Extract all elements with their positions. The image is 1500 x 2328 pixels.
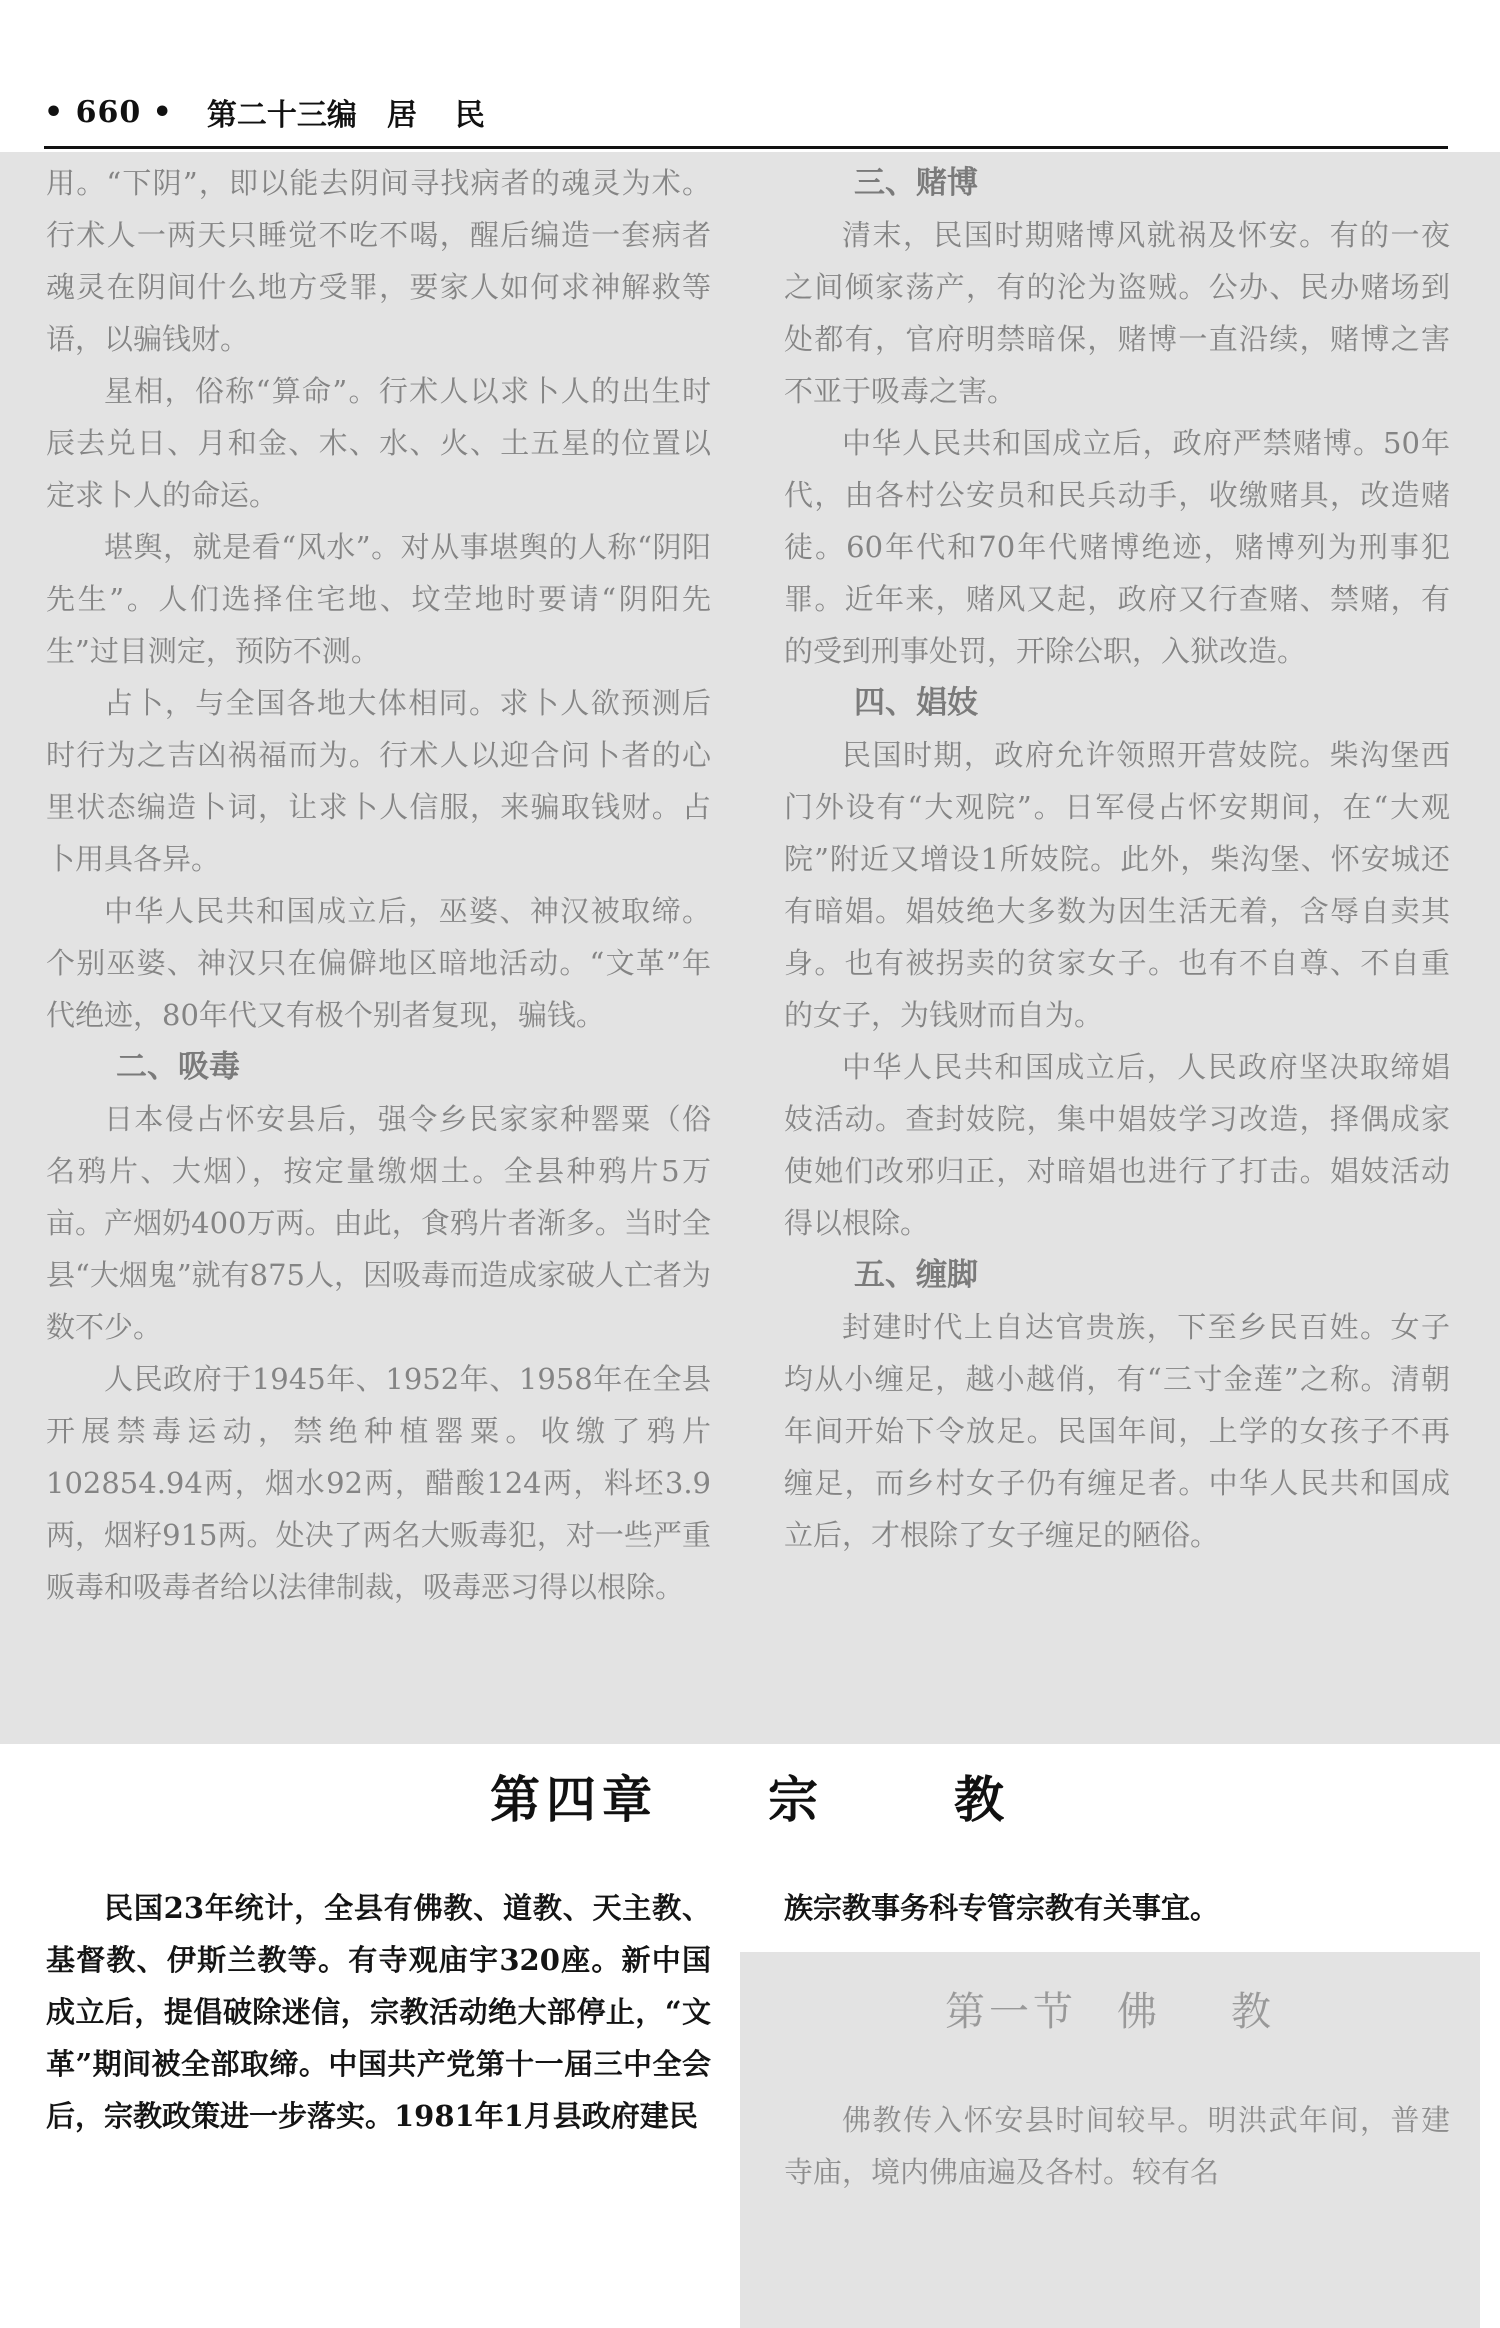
section-body xyxy=(784,2094,1450,2198)
section-paragraph: 佛教传入怀安县时间较早。明洪武年间，普建寺庙，境内佛庙遍及各村。较有名 xyxy=(784,2103,1450,2189)
paragraph: 星相，俗称“算命”。行术人以求卜人的出生时辰去兑日、月和金、木、水、火、土五星的位置以定求卜人的命运。 xyxy=(46,374,711,512)
volume-label: 第二十三编 xyxy=(206,98,357,133)
right-column xyxy=(784,157,1450,1561)
section-heading: 三、赌博 xyxy=(854,165,978,201)
section-number: 第一节 xyxy=(945,1989,1077,2035)
section-heading: 四、娼妓 xyxy=(854,685,978,721)
paragraph: 占卜，与全国各地大体相同。求卜人欲预测后时行为之吉凶祸福而为。行术人以迎合问卜者的心里状态编造卜词，让求卜人信服，来骗取钱财。占卜用具各异。 xyxy=(46,686,711,876)
volume-title-1: 居 xyxy=(386,98,417,133)
section-title xyxy=(740,1980,1480,2037)
chapter-title xyxy=(0,1760,1500,1832)
paragraph: 民国时期，政府允许领照开营妓院。柴沟堡西门外设有“大观院”。日军侵占怀安期间，在“大观院”附近又增设1所妓院。此外，柴沟堡、怀安城还有暗娼。娼妓绝大多数为因生活无着，含辱自卖其身。也有被拐卖的贫家女子。也有不自尊、不自重的女子，为钱财而自为。 xyxy=(784,738,1450,1032)
chapter-intro-left xyxy=(46,1882,711,2142)
paragraph: 日本侵占怀安县后，强令乡民家家种罂粟（俗名鸦片、大烟），按定量缴烟土。全县种鸦片5万亩。产烟奶400万两。由此，食鸦片者渐多。当时全县“大烟鬼”就有875人，因吸毒而造成家破人亡者为数不少。 xyxy=(46,1102,712,1344)
chapter-intro-right xyxy=(784,1882,1450,1934)
paragraph: 用。“下阴”，即以能去阴间寻找病者的魂灵为术。行术人一两天只睡觉不吃不喝，醒后编造一套病者魂灵在阴间什么地方受罪，要家人如何求神解救等语，以骗钱财。 xyxy=(46,166,711,356)
paragraph: 封建时代上自达官贵族，下至乡民百姓。女子均从小缠足，越小越俏，有“三寸金莲”之称。清朝年间开始下令放足。民国年间，上学的女孩子不再缠足，而乡村女子仍有缠足者。中华人民共和国成立后，才根除了女子缠足的陋俗。 xyxy=(784,1310,1450,1552)
page-header xyxy=(44,90,1448,134)
chapter-name-1: 宗 xyxy=(768,1771,824,1829)
paragraph: 堪舆，就是看“风水”。对从事堪舆的人称“阴阳先生”。人们选择住宅地、坟茔地时要请“阴阳先生”过目测定，预防不测。 xyxy=(46,530,711,668)
paragraph: 中华人民共和国成立后，巫婆、神汉被取缔。个别巫婆、神汉只在偏僻地区暗地活动。“文革”年代绝迹，80年代又有极个别者复现，骗钱。 xyxy=(46,894,711,1032)
paragraph: 清末，民国时期赌博风就祸及怀安。有的一夜之间倾家荡产，有的沦为盗贼。公办、民办赌场到处都有，官府明禁暗保，赌博一直沿续，赌博之害不亚于吸毒之害。 xyxy=(784,218,1450,408)
left-column xyxy=(46,157,711,1613)
chapter-name-2: 教 xyxy=(954,1771,1010,1829)
section-heading: 五、缠脚 xyxy=(854,1257,978,1293)
header-rule xyxy=(44,146,1448,149)
section-heading: 二、吸毒 xyxy=(116,1049,240,1085)
chapter-intro-paragraph: 民国23年统计，全县有佛教、道教、天主教、基督教、伊斯兰教等。有寺观庙宇320座。新中国成立后，提倡破除迷信，宗教活动绝大部停止，“文革”期间被全部取缔。中国共产党第十一届三中全会后，宗教政策进一步落实。1981年1月县政府建民 xyxy=(46,1891,711,2133)
page-number: • 660 • xyxy=(44,94,173,130)
paragraph: 中华人民共和国成立后，人民政府坚决取缔娼妓活动。查封妓院，集中娼妓学习改造，择偶成家使她们改邪归正，对暗娼也进行了打击。娼妓活动得以根除。 xyxy=(784,1050,1450,1240)
chapter-number: 第四章 xyxy=(490,1771,658,1829)
section-name-2: 教 xyxy=(1231,1989,1275,2035)
volume-title-2: 民 xyxy=(454,98,485,133)
paragraph: 中华人民共和国成立后，政府严禁赌博。50年代，由各村公安员和民兵动手，收缴赌具，改造赌徒。60年代和70年代赌博绝迹，赌博列为刑事犯罪。近年来，赌风又起，政府又行查赌、禁赌，有的受到刑事处罚，开除公职，入狱改造。 xyxy=(784,426,1450,668)
paragraph: 人民政府于1945年、1952年、1958年在全县开展禁毒运动，禁绝种植罂粟。收缴了鸦片102854.94两，烟水92两，醋酸124两，料坯3.9两，烟籽915两。处决了两名大贩毒犯，对一些严重贩毒和吸毒者给以法律制裁，吸毒恶习得以根除。 xyxy=(46,1362,711,1604)
section-name-1: 佛 xyxy=(1117,1989,1161,2035)
chapter-intro-continuation: 族宗教事务科专管宗教有关事宜。 xyxy=(784,1891,1220,1925)
